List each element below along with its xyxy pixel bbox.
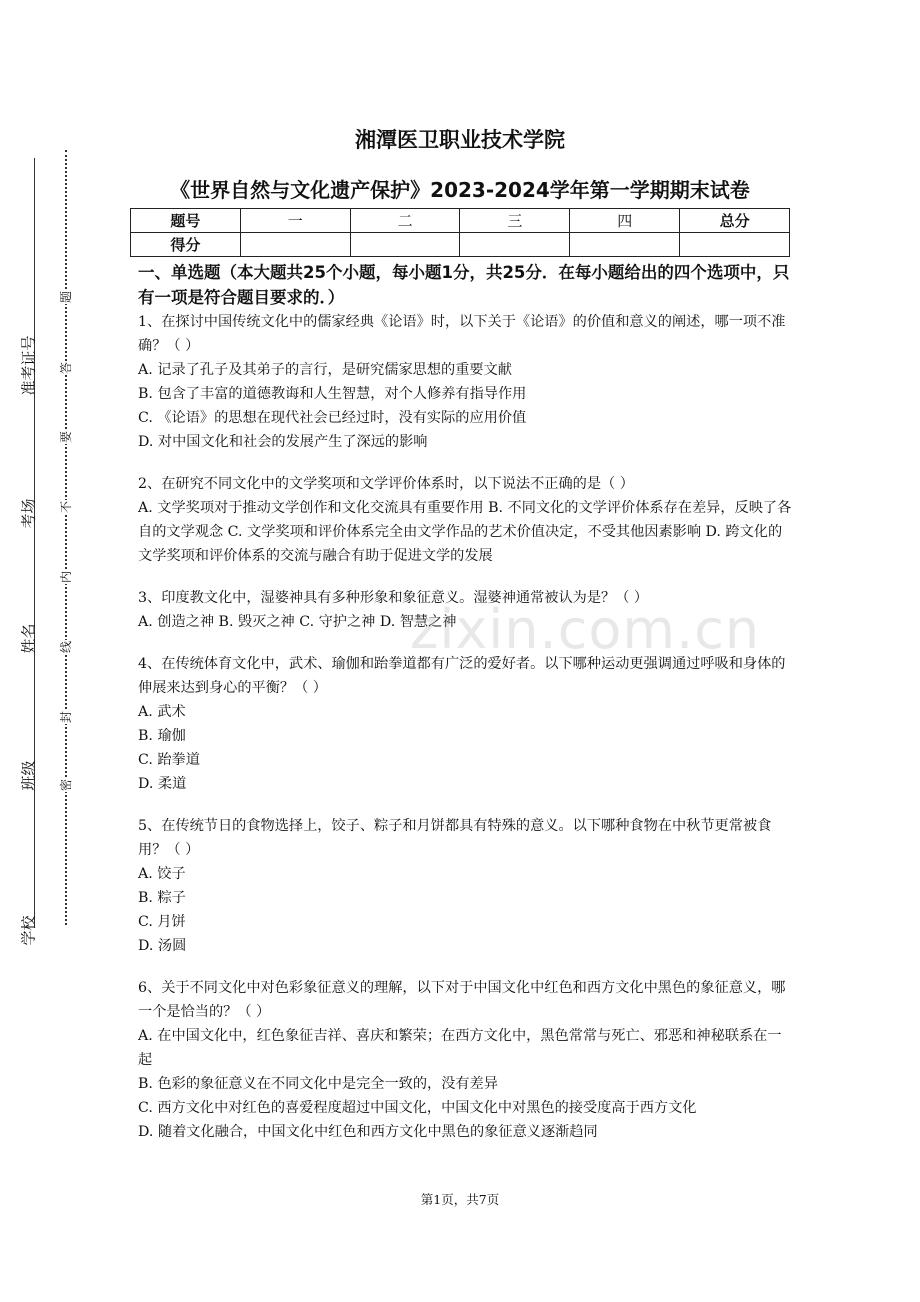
seal-char: 不 [59,501,73,514]
option-d: D. 对中国文化和社会的发展产生了深远的影响 [138,434,428,450]
score-table-score-row [131,233,790,257]
school-name: 湘潭医卫职业技术学院 [355,128,565,152]
seal-char: 线 [59,641,73,654]
question-stem: 2、在研究不同文化中的文学奖项和文学评价体系时，以下说法不正确的是（ ） [138,476,634,492]
field-exam-room: 考场 [19,498,38,529]
option-a: A. 饺子 [138,866,186,882]
question-stem: 1、在探讨中国传统文化中的儒家经典《论语》时，以下关于《论语》的价值和意义的阐述，哪一项不准确？（ ） [138,314,786,354]
score-cell[interactable] [570,233,680,257]
page-footer: 第1页，共7页 [420,1192,500,1207]
watermark: zixin.com.cn [410,598,761,661]
option-c: C. 西方文化中对红色的喜爱程度超过中国文化，中国文化中对黑色的接受度高于西方文化 [138,1100,697,1116]
question-4 [138,652,792,796]
option-d: D. 汤圆 [138,938,187,954]
score-col-2: 二 [350,209,460,233]
score-col-4: 四 [570,209,680,233]
score-row-label: 得分 [131,233,241,257]
field-admission-number: 准考证号 [19,335,38,396]
option-c: C. 月饼 [138,914,186,930]
option-b: B. 瑜伽 [138,728,186,744]
option-a: A. 武术 [138,704,186,720]
option-a: A. 记录了孔子及其弟子的言行，是研究儒家思想的重要文献 [138,362,512,378]
question-options-inline: A. 创造之神 B. 毁灭之神 C. 守护之神 D. 智慧之神 [138,614,457,630]
score-table-header-row [131,209,790,233]
seal-char: 题 [59,291,73,304]
option-d: D. 柔道 [138,776,187,792]
field-name: 姓名 [19,623,38,654]
question-stem: 3、印度教文化中，湿婆神具有多种形象和象征意义。湿婆神通常被认为是？（ ） [138,590,649,606]
option-c: C. 跆拳道 [138,752,200,768]
seal-char: 答 [59,362,73,375]
question-6 [138,976,792,1144]
option-b: B. 包含了丰富的道德教诲和人生智慧，对个人修养有指导作用 [138,386,527,402]
question-1 [138,310,792,454]
seal-char: 要 [59,431,73,444]
option-a: A. 在中国文化中，红色象征吉祥、喜庆和繁荣；在西方文化中，黑色常常与死亡、邪恶和神秘联系在一起 [138,1028,782,1068]
section-title: 一、单选题（本大题共25个小题，每小题1分，共25分．在每小题给出的四个选项中，只有一项是符合题目要求的．） [138,263,790,307]
binding-dotted-line [65,150,67,925]
seal-char: 内 [59,571,73,584]
score-cell[interactable] [680,233,790,257]
seal-char: 密 [59,779,73,792]
option-d: D. 随着文化融合，中国文化中红色和西方文化中黑色的象征意义逐渐趋同 [138,1124,598,1140]
question-stem: 6、关于不同文化中对色彩象征意义的理解，以下对于中国文化中红色和西方文化中黑色的象征意义，哪一个是恰当的？（ ） [138,980,786,1020]
question-stem: 4、在传统体育文化中，武术、瑜伽和跆拳道都有广泛的爱好者。以下哪种运动更强调通过呼吸和身体的伸展来达到身心的平衡？（ ） [138,656,786,696]
option-c: C. 《论语》的思想在现代社会已经过时，没有实际的应用价值 [138,410,527,426]
question-list [138,310,792,1162]
exam-title: 《世界自然与文化遗产保护》2023-2024学年第一学期期末试卷 [170,178,750,202]
question-5 [138,814,792,958]
score-col-1: 一 [240,209,350,233]
seal-char: 封 [59,711,73,724]
score-col-label: 题号 [131,209,241,233]
question-options-inline: A. 文学奖项对于推动文学创作和文化交流具有重要作用 B. 不同文化的文学评价体系存在差异，反映了各自的文学观念 C. 文学奖项和评价体系完全由文学作品的艺术价值决定，不受其他因素影响 D. 跨文化的文学奖项和评价体系的交流与融合有助于促进文学的发展 [138,500,792,564]
field-school: 学校 [19,915,38,946]
score-table [130,208,790,257]
score-col-3: 三 [460,209,570,233]
score-cell[interactable] [350,233,460,257]
option-b: B. 色彩的象征意义在不同文化中是完全一致的，没有差异 [138,1076,498,1092]
field-class: 班级 [19,760,38,791]
question-stem: 5、在传统节日的食物选择上，饺子、粽子和月饼都具有特殊的意义。以下哪种食物在中秋节更常被食用？（ ） [138,818,772,858]
option-b: B. 粽子 [138,890,186,906]
score-col-total: 总分 [680,209,790,233]
score-cell[interactable] [460,233,570,257]
question-2 [138,472,792,568]
score-cell[interactable] [240,233,350,257]
